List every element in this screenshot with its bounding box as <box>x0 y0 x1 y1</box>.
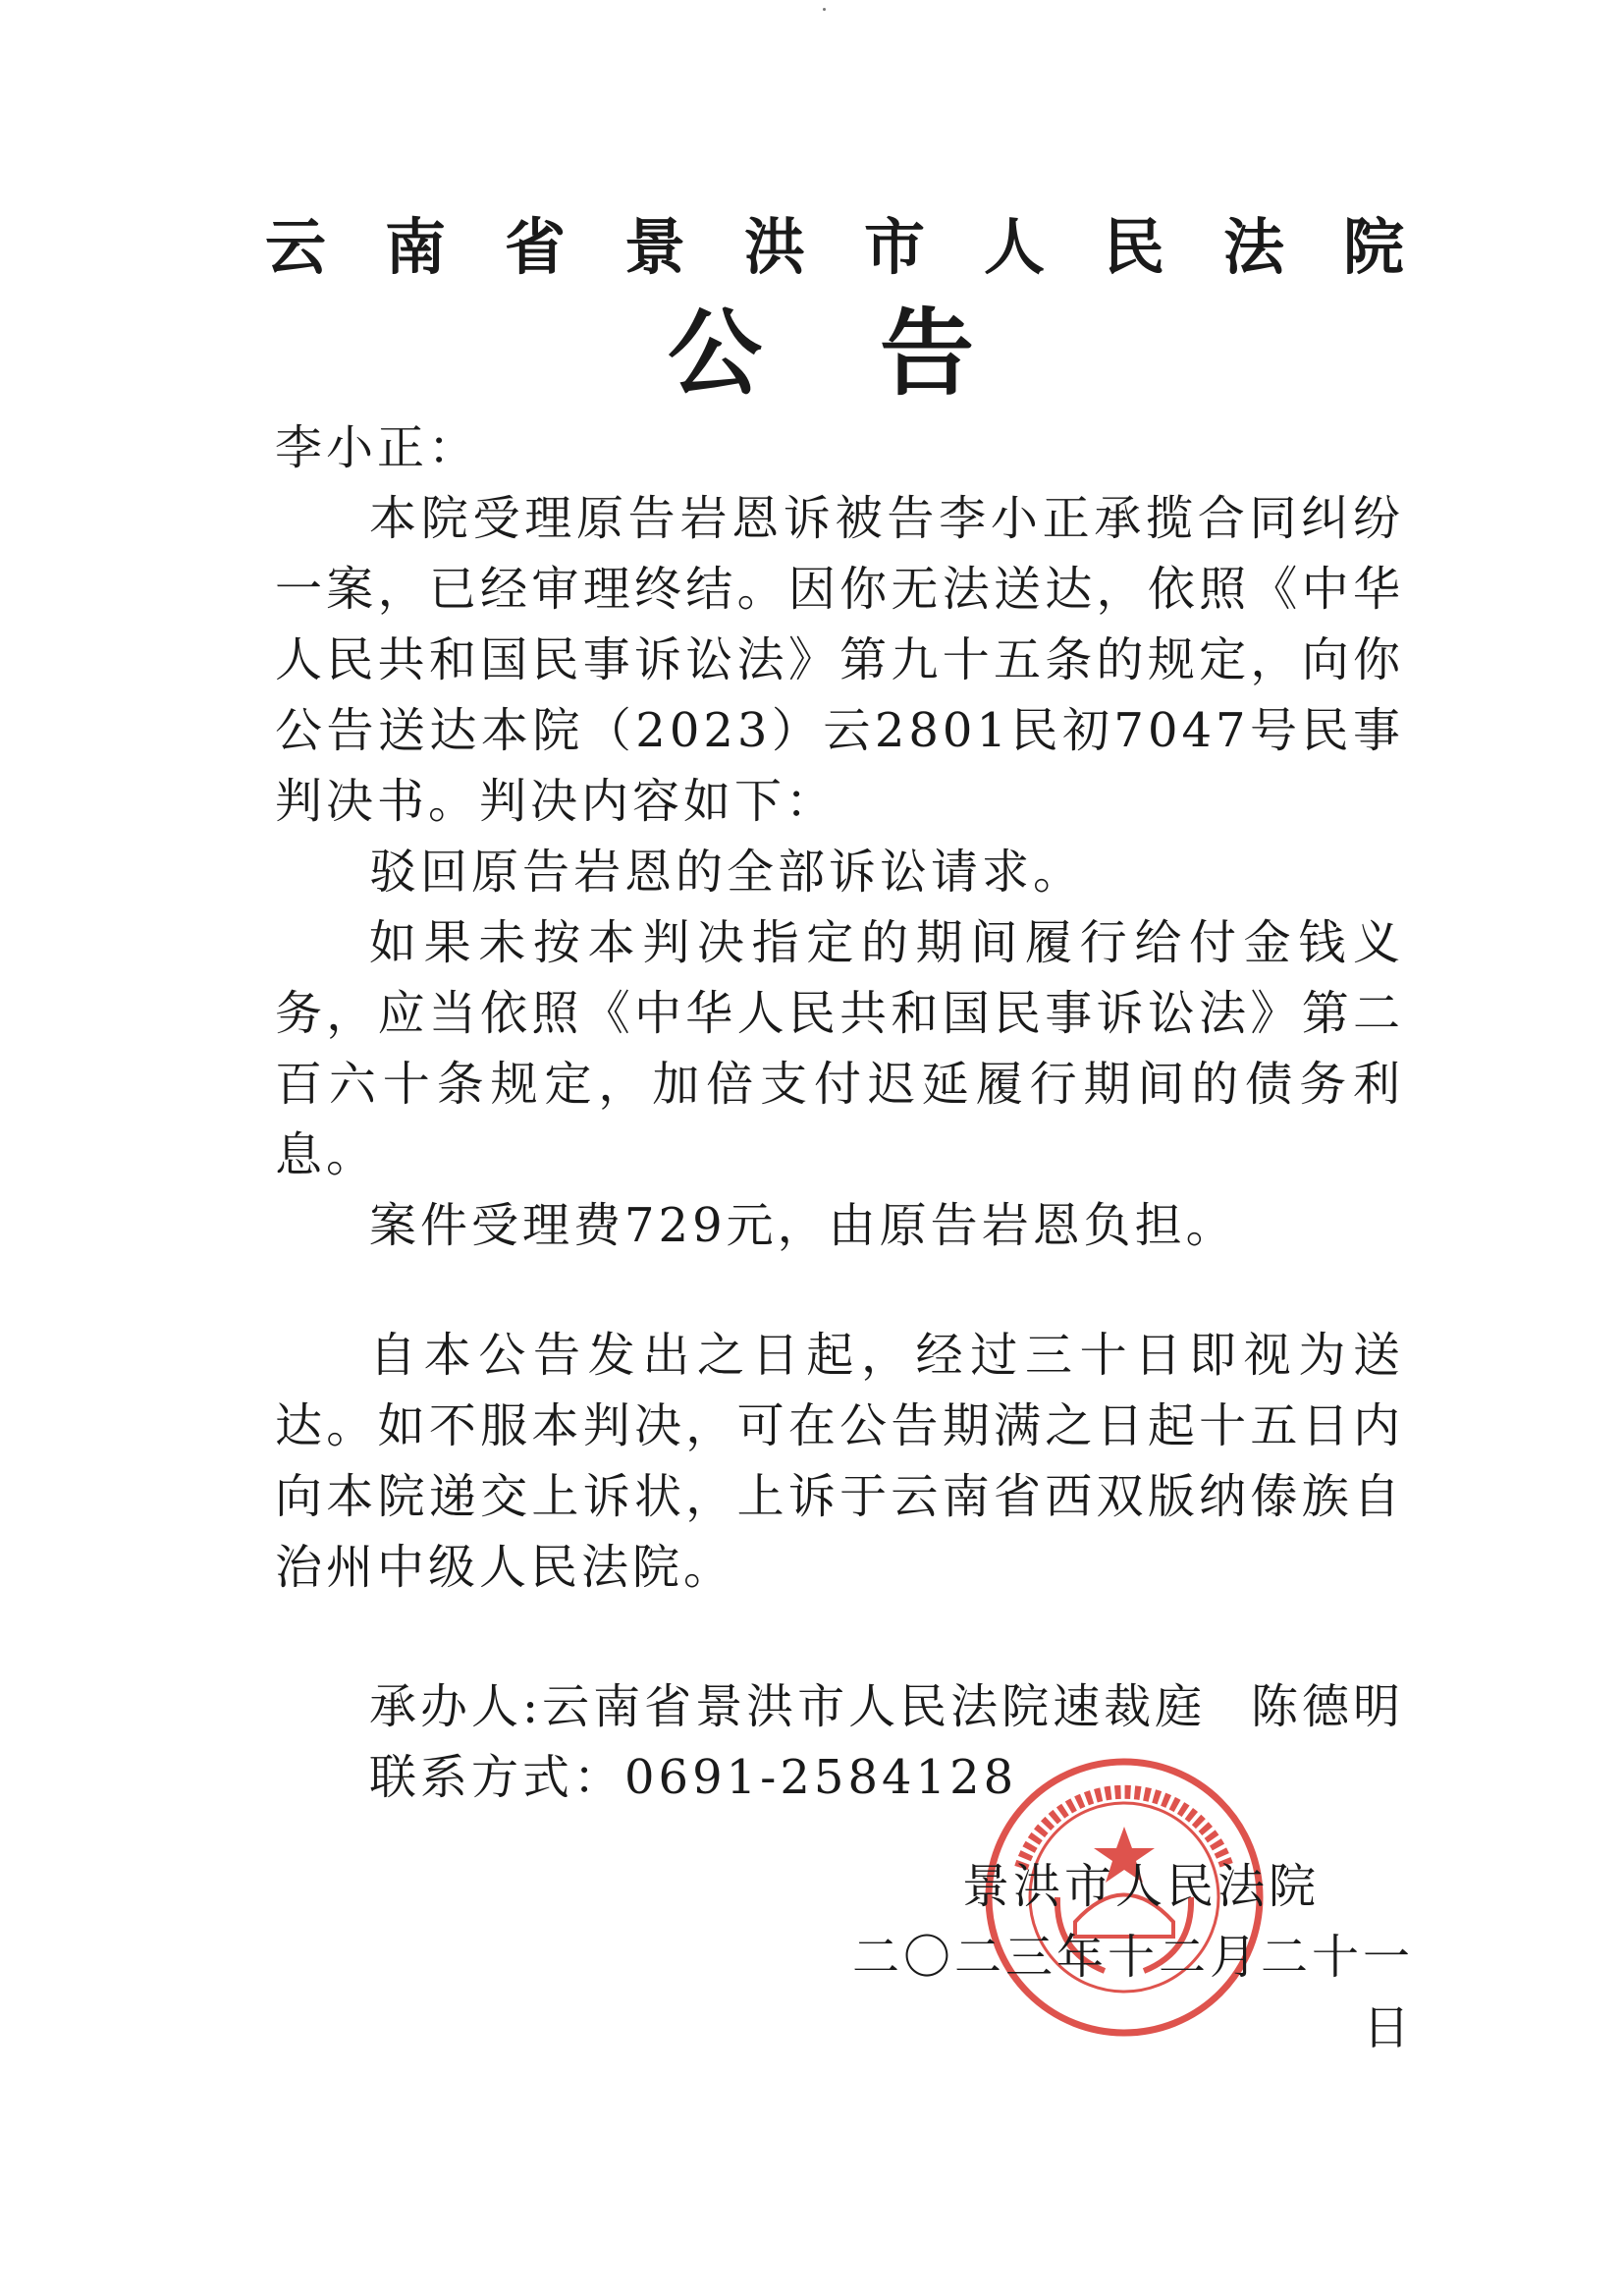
paragraph-fee: 案件受理费729元，由原告岩恩负担。 <box>369 1198 1237 1253</box>
contact-line: 联系方式：0691-2584128 <box>369 1750 1018 1805</box>
addressee: 李小正： <box>275 420 480 475</box>
signature-block <box>825 1851 1414 2063</box>
court-name-heading: 云南省景洪市人民法院 <box>265 211 1464 283</box>
notice-title: 公告 <box>668 299 1092 409</box>
paragraph-interest: 如果未按本判决指定的期间履行给付金钱义务，应当依照《中华人民共和国民事诉讼法》第二百六十条规定，加倍支付迟延履行期间的债务利息。 <box>275 915 1404 1182</box>
handler-line <box>275 1671 1404 1742</box>
paragraph-service: 自本公告发出之日起，经过三十日即视为送达。如不服本判决，可在公告期满之日起十五日内向本院递交上诉状，上诉于云南省西双版纳傣族自治州中级人民法院。 <box>275 1328 1404 1595</box>
signature-court: 景洪市人民法院 <box>962 1859 1321 1914</box>
signature-date: 二〇二三年十二月二十一日 <box>851 1930 1414 2055</box>
scan-speck <box>823 8 826 11</box>
handler-name: 陈德明 <box>1250 1679 1404 1734</box>
paragraph-case: 本院受理原告岩恩诉被告李小正承揽合同纠纷一案，已经审理终结。因你无法送达，依照《中华人民共和国民事诉讼法》第九十五条的规定，向你公告送达本院（2023）云2801民初7047号民事判决书。判决内容如下： <box>275 491 1404 829</box>
paragraph-judgment: 驳回原告岩恩的全部诉讼请求。 <box>369 845 1085 900</box>
handler-label: 承办人:云南省景洪市人民法院速裁庭 <box>369 1679 1207 1734</box>
notice-body <box>275 412 1404 1813</box>
